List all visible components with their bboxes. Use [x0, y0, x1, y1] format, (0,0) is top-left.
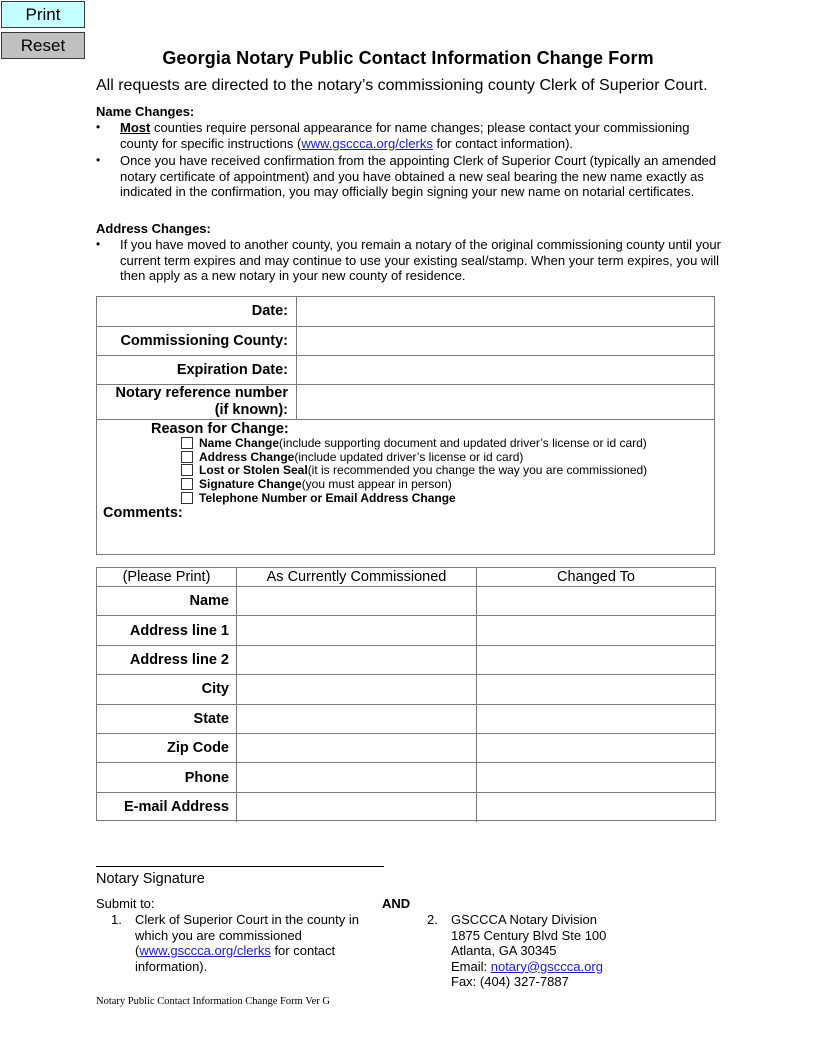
reference-number-label-line1: Notary reference number	[115, 385, 288, 401]
reference-number-label	[97, 385, 297, 419]
reason-lost-seal[interactable]	[181, 463, 647, 477]
current-zip-input[interactable]	[237, 734, 476, 762]
gsccca-line-1: GSCCCA Notary Division	[451, 912, 597, 927]
submit-to-label: Submit to:	[96, 896, 155, 911]
changed-zip-input[interactable]	[477, 734, 715, 762]
name-change-checkbox[interactable]	[181, 437, 193, 449]
changed-address-1-input[interactable]	[477, 616, 715, 644]
print-button[interactable]: Print	[1, 1, 85, 28]
reason-title: Lost or Stolen Seal	[199, 463, 308, 478]
changed-name-input[interactable]	[477, 587, 715, 615]
expiration-date-input[interactable]	[297, 356, 714, 384]
table-row	[97, 646, 715, 675]
row-label-address-2: Address line 2	[129, 651, 229, 668]
comments-label: Comments:	[103, 505, 183, 521]
address-changes-heading: Address Changes:	[96, 221, 211, 236]
form-version-footer: Notary Public Contact Information Change Form Ver G	[96, 996, 330, 1007]
current-phone-input[interactable]	[237, 763, 476, 791]
page-subtitle: All requests are directed to the notary’s commissioning county Clerk of Superior Court.	[96, 77, 708, 94]
name-changes-bullet-1	[96, 120, 726, 151]
changed-phone-input[interactable]	[477, 763, 715, 791]
address-changes-list	[96, 237, 726, 286]
page-title: Georgia Notary Public Contact Information Change Form	[162, 48, 654, 68]
reference-number-input[interactable]	[297, 385, 714, 419]
phone-email-change-checkbox[interactable]	[181, 492, 193, 504]
row-label-zip: Zip Code	[166, 740, 229, 757]
table-row	[97, 763, 715, 792]
address-changes-bullet-1: • If you have moved to another county, you remain a notary of the original commissioning county until your current term expires and may continue to use your existing seal/stamp. When your term expires, you will then apply as a new notary in your new county of residence.	[96, 237, 726, 284]
changed-email-input[interactable]	[477, 793, 715, 822]
table-row	[97, 675, 715, 704]
signature-line	[96, 866, 384, 867]
date-input[interactable]	[297, 297, 714, 326]
clerks-link-footer[interactable]: www.gsccca.org/clerks	[139, 943, 271, 958]
item-number: 2.	[427, 912, 438, 927]
info-row-reference	[97, 385, 714, 420]
item-number: 1.	[111, 912, 122, 927]
lost-stolen-seal-checkbox[interactable]	[181, 464, 193, 476]
reason-title: Telephone Number or Email Address Change	[199, 490, 456, 505]
info-row-county	[97, 327, 714, 356]
bullet-text: for contact information).	[432, 135, 574, 151]
email-link[interactable]: notary@gsccca.org	[490, 958, 603, 974]
row-label-state: State	[193, 710, 229, 727]
reason-note: (you must appear in person)	[301, 476, 452, 491]
reason-signature-change[interactable]	[181, 477, 647, 491]
contact-text: for contact	[270, 943, 336, 958]
row-label-address-1: Address line 1	[129, 622, 229, 639]
reason-name-change[interactable]	[181, 436, 647, 450]
reason-title: Signature Change	[199, 476, 302, 491]
reason-checkbox-group	[181, 436, 647, 504]
table-row	[97, 587, 715, 616]
name-changes-bullet-2: • Once you have received confirmation from the appointing Clerk of Superior Court (typically an amended notary certificate of appointment) and you have obtained a new seal bearing the new name exactly as indicated in the confirmation, you may officially begin signing your new name on notarial certificates.	[96, 153, 726, 200]
reference-number-label-line2: (if known):	[214, 402, 288, 418]
reason-address-change[interactable]	[181, 450, 647, 464]
comments-input[interactable]	[98, 522, 717, 558]
reset-button[interactable]: Reset	[1, 32, 85, 59]
reason-contact-change[interactable]	[181, 491, 647, 505]
commissioning-county-input[interactable]	[297, 327, 714, 355]
date-label: Date:	[97, 297, 297, 326]
bullet-text: counties require personal appearance for name changes; please contact your commissioning county for specific instructions (	[120, 120, 690, 151]
row-label-email: E-mail Address	[123, 799, 229, 816]
current-city-input[interactable]	[237, 675, 476, 703]
row-label-phone: Phone	[184, 769, 229, 786]
clerk-line-1: Clerk of Superior Court in the county in	[135, 912, 359, 927]
info-row-date	[97, 297, 714, 327]
reason-title: Name Change	[199, 435, 280, 450]
contact-change-table	[96, 567, 716, 821]
most-emphasis: Most	[120, 120, 151, 135]
gsccca-line-2: 1875 Century Blvd Ste 100	[451, 927, 607, 943]
reason-title: Address Change	[199, 449, 295, 464]
expiration-date-label: Expiration Date:	[97, 356, 297, 384]
reason-for-change-heading: Reason for Change:	[151, 421, 289, 437]
current-address-2-input[interactable]	[237, 646, 476, 674]
address-change-checkbox[interactable]	[181, 451, 193, 463]
current-state-input[interactable]	[237, 705, 476, 733]
table-row	[97, 616, 715, 645]
current-address-1-input[interactable]	[237, 616, 476, 644]
current-email-input[interactable]	[237, 793, 476, 822]
clerk-line-4: information).	[135, 958, 208, 974]
table-row	[97, 705, 715, 734]
signature-change-checkbox[interactable]	[181, 478, 193, 490]
reason-note: (include updated driver’s license or id card)	[294, 449, 524, 464]
name-changes-heading: Name Changes:	[96, 104, 195, 119]
row-label-name: Name	[189, 593, 229, 610]
gsccca-address	[451, 912, 606, 990]
name-changes-list	[96, 120, 726, 202]
column-header-current: As Currently Commissioned	[237, 568, 477, 586]
gsccca-fax: Fax: (404) 327-7887	[451, 974, 569, 989]
current-name-input[interactable]	[237, 587, 476, 615]
gsccca-line-3: Atlanta, GA 30345	[451, 943, 557, 958]
clerks-link[interactable]: www.gsccca.org/clerks	[301, 135, 433, 151]
commissioning-county-label: Commissioning County:	[97, 327, 297, 355]
row-label-city: City	[201, 681, 229, 698]
table-header-row	[97, 568, 715, 587]
changed-state-input[interactable]	[477, 705, 715, 733]
column-header-please-print: (Please Print)	[97, 568, 237, 586]
info-row-expiration	[97, 356, 714, 385]
signature-label: Notary Signature	[96, 871, 205, 887]
reason-note: (include supporting document and updated driver’s license or id card)	[279, 435, 647, 450]
paren-open: (	[135, 943, 140, 958]
column-header-changed: Changed To	[557, 569, 635, 585]
gsccca-email	[451, 959, 606, 975]
table-row	[97, 734, 715, 763]
clerk-address	[135, 912, 359, 974]
changed-address-2-input[interactable]	[477, 646, 715, 674]
and-label: AND	[382, 896, 411, 911]
email-prefix: Email:	[451, 958, 491, 974]
changed-city-input[interactable]	[477, 675, 715, 703]
clerk-line-2: which you are commissioned	[135, 927, 302, 943]
clerk-line-3	[135, 943, 359, 959]
reason-note: (it is recommended you change the way you are commissioned)	[307, 463, 648, 478]
table-row	[97, 793, 715, 822]
